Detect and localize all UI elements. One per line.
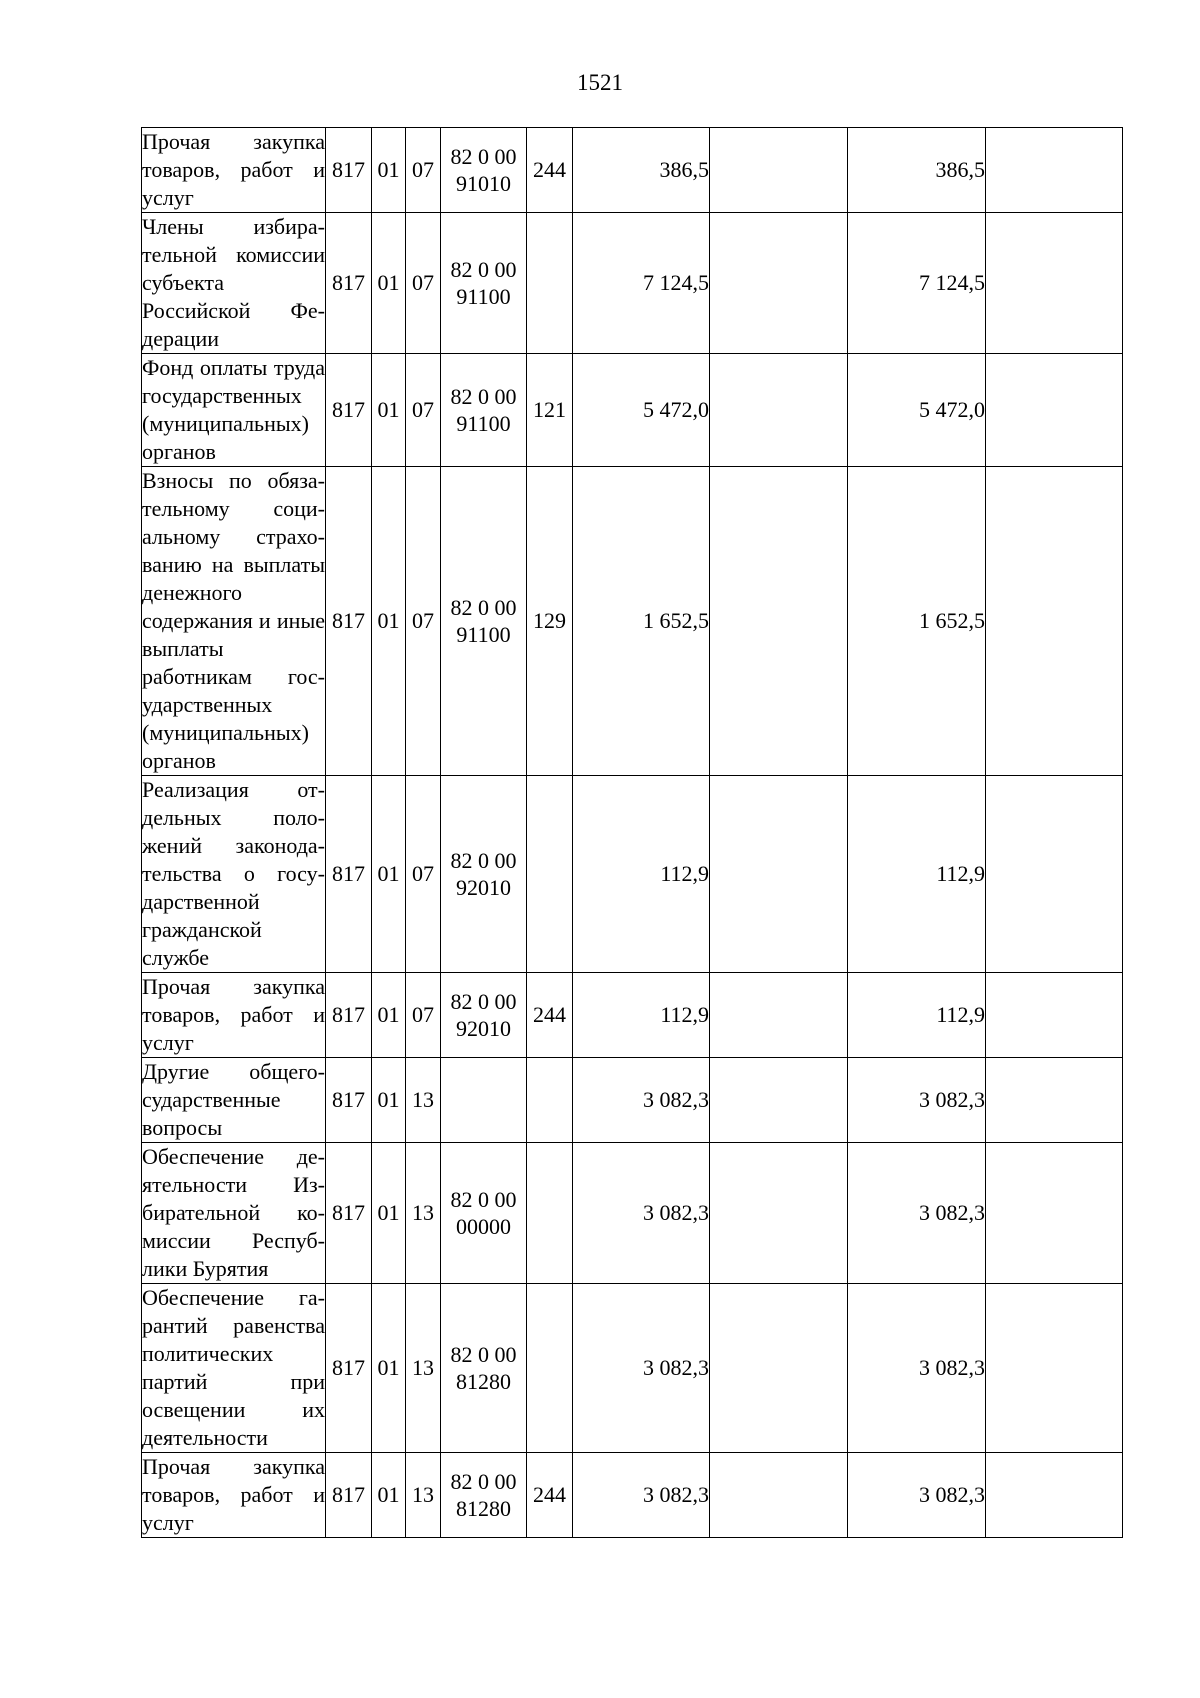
target-article-code: 91010	[456, 171, 511, 196]
row-grbs-cell: 817	[326, 973, 372, 1058]
row-amount-4-cell	[986, 1058, 1123, 1143]
row-amount-1-cell: 112,9	[573, 776, 710, 973]
row-section-cell: 01	[372, 973, 406, 1058]
table-row	[142, 213, 1123, 354]
table-row	[142, 1284, 1123, 1453]
row-grbs-cell: 817	[326, 1058, 372, 1143]
row-grbs-cell: 817	[326, 1453, 372, 1538]
row-amount-2-cell	[710, 973, 848, 1058]
row-amount-3-cell: 7 124,5	[848, 213, 986, 354]
target-article-prefix: 82 0 00	[450, 1187, 517, 1212]
row-grbs-cell: 817	[326, 467, 372, 776]
row-amount-4-cell	[986, 1143, 1123, 1284]
row-amount-3-cell: 3 082,3	[848, 1453, 986, 1538]
row-section-cell: 01	[372, 1453, 406, 1538]
row-name-cell: Прочая закупка товаров, работ и услуг	[142, 128, 326, 213]
target-article-prefix: 82 0 00	[450, 848, 517, 873]
row-subsection-cell: 07	[406, 128, 441, 213]
target-article-code: 91100	[456, 622, 511, 647]
row-subsection-cell: 07	[406, 776, 441, 973]
row-subsection-cell: 13	[406, 1058, 441, 1143]
row-amount-4-cell	[986, 776, 1123, 973]
row-amount-3-cell: 386,5	[848, 128, 986, 213]
row-amount-2-cell	[710, 776, 848, 973]
row-subsection-cell: 13	[406, 1143, 441, 1284]
row-subsection-cell: 13	[406, 1453, 441, 1538]
row-section-cell: 01	[372, 1143, 406, 1284]
row-amount-3-cell: 112,9	[848, 973, 986, 1058]
row-target-article-cell	[441, 213, 527, 354]
table-row	[142, 776, 1123, 973]
row-subsection-cell: 07	[406, 213, 441, 354]
row-amount-3-cell: 3 082,3	[848, 1284, 986, 1453]
target-article-prefix: 82 0 00	[450, 989, 517, 1014]
row-target-article-cell	[441, 1058, 527, 1143]
row-grbs-cell: 817	[326, 1284, 372, 1453]
row-amount-4-cell	[986, 1453, 1123, 1538]
row-amount-2-cell	[710, 128, 848, 213]
row-amount-1-cell: 3 082,3	[573, 1284, 710, 1453]
row-subsection-cell: 13	[406, 1284, 441, 1453]
row-expense-type-cell	[527, 1143, 573, 1284]
target-article-code: 00000	[456, 1214, 511, 1239]
table-row	[142, 973, 1123, 1058]
row-amount-4-cell	[986, 354, 1123, 467]
table-body	[142, 128, 1123, 1538]
row-target-article-cell	[441, 1143, 527, 1284]
row-amount-4-cell	[986, 1284, 1123, 1453]
row-name-cell: Прочая закупка товаров, работ и услуг	[142, 1453, 326, 1538]
row-name-cell: Фонд оплаты труда государственных (муниципальных) органов	[142, 354, 326, 467]
row-name-cell: Обеспечение деятельности Избирательной комиссии Республики Бурятия	[142, 1143, 326, 1284]
row-amount-2-cell	[710, 1143, 848, 1284]
row-amount-1-cell: 7 124,5	[573, 213, 710, 354]
table-row	[142, 1453, 1123, 1538]
row-amount-1-cell: 3 082,3	[573, 1143, 710, 1284]
row-expense-type-cell	[527, 1058, 573, 1143]
table-row	[142, 1058, 1123, 1143]
row-expense-type-cell	[527, 213, 573, 354]
row-grbs-cell: 817	[326, 128, 372, 213]
row-name-cell: Реализация отдельных положений законодательства о государственной гражданской службе	[142, 776, 326, 973]
target-article-prefix: 82 0 00	[450, 384, 517, 409]
row-section-cell: 01	[372, 467, 406, 776]
row-amount-2-cell	[710, 1284, 848, 1453]
row-amount-4-cell	[986, 467, 1123, 776]
row-section-cell: 01	[372, 354, 406, 467]
row-amount-3-cell: 1 652,5	[848, 467, 986, 776]
row-expense-type-cell	[527, 1284, 573, 1453]
row-section-cell: 01	[372, 128, 406, 213]
row-expense-type-cell: 121	[527, 354, 573, 467]
row-target-article-cell	[441, 128, 527, 213]
row-grbs-cell: 817	[326, 354, 372, 467]
row-name-cell: Члены избирательной комиссии субъекта Российской Федерации	[142, 213, 326, 354]
target-article-code: 92010	[456, 1016, 511, 1041]
row-amount-2-cell	[710, 1453, 848, 1538]
row-name-cell: Обеспечение гарантий равенства политических партий при освещении их деятельности	[142, 1284, 326, 1453]
row-amount-4-cell	[986, 973, 1123, 1058]
row-expense-type-cell	[527, 776, 573, 973]
row-amount-1-cell: 1 652,5	[573, 467, 710, 776]
row-amount-4-cell	[986, 213, 1123, 354]
target-article-code: 91100	[456, 284, 511, 309]
row-amount-3-cell: 5 472,0	[848, 354, 986, 467]
page-number: 1521	[577, 70, 623, 95]
row-amount-4-cell	[986, 128, 1123, 213]
row-target-article-cell	[441, 776, 527, 973]
row-target-article-cell	[441, 467, 527, 776]
row-amount-2-cell	[710, 213, 848, 354]
row-amount-1-cell: 112,9	[573, 973, 710, 1058]
row-subsection-cell: 07	[406, 467, 441, 776]
row-expense-type-cell: 244	[527, 128, 573, 213]
row-amount-3-cell: 3 082,3	[848, 1058, 986, 1143]
row-expense-type-cell: 244	[527, 973, 573, 1058]
row-amount-1-cell: 5 472,0	[573, 354, 710, 467]
row-section-cell: 01	[372, 1284, 406, 1453]
target-article-code: 91100	[456, 411, 511, 436]
row-section-cell: 01	[372, 776, 406, 973]
row-name-cell: Взносы по обязательному социальному страхованию на выплаты денежного содержания и иные выплаты работникам государственных (муниципальных) органов	[142, 467, 326, 776]
row-amount-3-cell: 3 082,3	[848, 1143, 986, 1284]
target-article-prefix: 82 0 00	[450, 1342, 517, 1367]
row-grbs-cell: 817	[326, 776, 372, 973]
row-name-cell: Прочая закупка товаров, работ и услуг	[142, 973, 326, 1058]
row-target-article-cell	[441, 354, 527, 467]
budget-table	[141, 127, 1123, 1538]
target-article-code: 92010	[456, 875, 511, 900]
table-row	[142, 128, 1123, 213]
row-name-cell: Другие общегосударственные вопросы	[142, 1058, 326, 1143]
target-article-code: 81280	[456, 1496, 511, 1521]
row-amount-1-cell: 386,5	[573, 128, 710, 213]
row-target-article-cell	[441, 1453, 527, 1538]
target-article-code: 81280	[456, 1369, 511, 1394]
target-article-prefix: 82 0 00	[450, 1469, 517, 1494]
row-amount-2-cell	[710, 354, 848, 467]
row-target-article-cell	[441, 973, 527, 1058]
table-row	[142, 354, 1123, 467]
row-subsection-cell: 07	[406, 354, 441, 467]
row-section-cell: 01	[372, 1058, 406, 1143]
row-amount-3-cell: 112,9	[848, 776, 986, 973]
row-amount-2-cell	[710, 467, 848, 776]
row-amount-1-cell: 3 082,3	[573, 1453, 710, 1538]
row-subsection-cell: 07	[406, 973, 441, 1058]
row-expense-type-cell: 129	[527, 467, 573, 776]
row-expense-type-cell: 244	[527, 1453, 573, 1538]
target-article-prefix: 82 0 00	[450, 595, 517, 620]
row-amount-2-cell	[710, 1058, 848, 1143]
table-row	[142, 1143, 1123, 1284]
row-target-article-cell	[441, 1284, 527, 1453]
row-grbs-cell: 817	[326, 1143, 372, 1284]
row-section-cell: 01	[372, 213, 406, 354]
target-article-prefix: 82 0 00	[450, 144, 517, 169]
row-amount-1-cell: 3 082,3	[573, 1058, 710, 1143]
table-row	[142, 467, 1123, 776]
target-article-prefix: 82 0 00	[450, 257, 517, 282]
row-grbs-cell: 817	[326, 213, 372, 354]
